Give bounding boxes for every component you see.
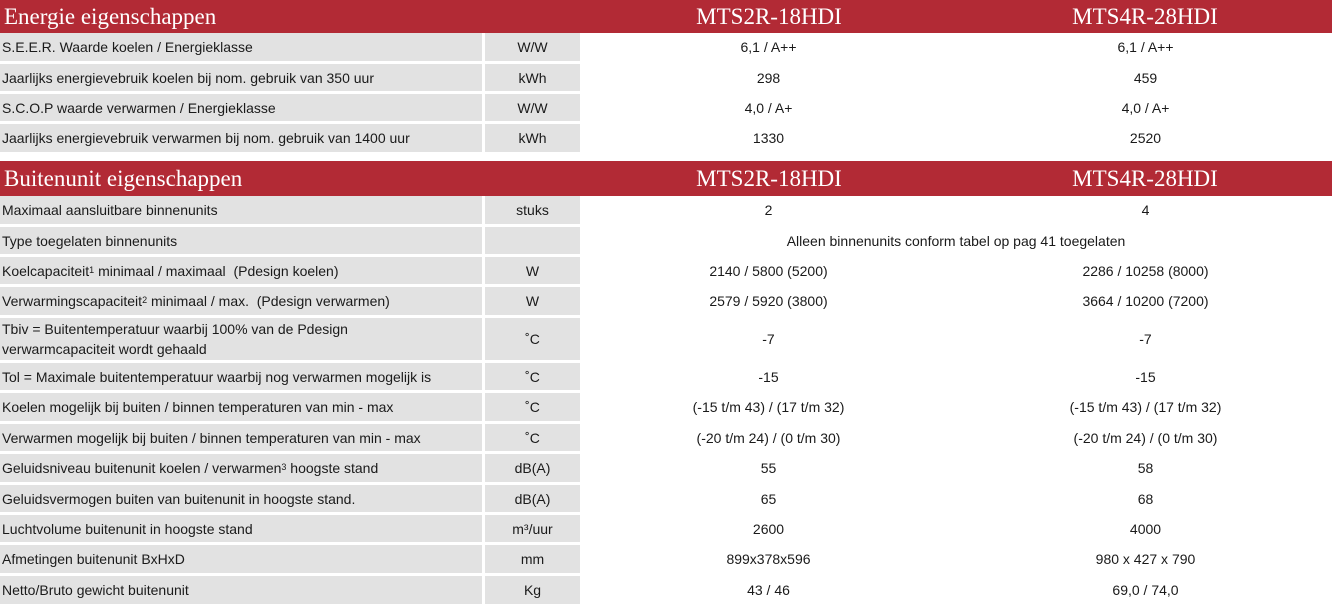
row-label: Geluidsvermogen buiten van buitenunit in hoogste stand. — [0, 485, 482, 512]
row-value-model1: 55 — [580, 454, 957, 482]
row-unit: W — [485, 287, 580, 315]
row-value-model2: 4,0 / A+ — [959, 94, 1332, 121]
row-value-model2: 4000 — [959, 515, 1332, 542]
label-text: Verwarmingscapaciteit — [2, 293, 143, 309]
buiten-model2: MTS4R-28HDI — [1072, 165, 1218, 191]
row-value-model1: 65 — [580, 485, 957, 512]
table-row — [0, 424, 1332, 454]
table-row — [0, 196, 1332, 227]
row-unit — [485, 227, 580, 254]
row-label: Jaarlijks energievebruik verwarmen bij nom. gebruik van 1400 uur — [0, 124, 482, 152]
table-row — [0, 318, 1332, 363]
row-value-model1: 2140 / 5800 (5200) — [580, 257, 957, 284]
table-row — [0, 454, 1332, 485]
row-unit: kWh — [485, 124, 580, 152]
row-value-model1: 4,0 / A+ — [580, 94, 957, 121]
label-text: Geluidsniveau buitenunit koelen / verwarmen — [2, 460, 282, 476]
row-value-model2: 3664 / 10200 (7200) — [959, 287, 1332, 315]
row-unit: Kg — [485, 576, 580, 604]
table-row — [0, 33, 1332, 64]
row-label: Type toegelaten binnenunits — [0, 227, 482, 254]
buiten-title: Buitenunit eigenschappen — [4, 165, 243, 191]
row-unit: ˚C — [485, 363, 580, 390]
row-unit: dB(A) — [485, 485, 580, 512]
row-unit: ˚C — [485, 318, 580, 360]
row-label: Koelcapaciteit $^1$ minimaal / maximaal (Pdesign koelen) — [0, 257, 482, 284]
row-unit: stuks — [485, 196, 580, 224]
row-unit: ˚C — [485, 424, 580, 451]
row-value-model2: 4 — [959, 196, 1332, 224]
row-value-model2: 2286 / 10258 (8000) — [959, 257, 1332, 284]
table-row — [0, 257, 1332, 287]
table-row — [0, 545, 1332, 576]
row-value-model1: 2600 — [580, 515, 957, 542]
row-value-span: Alleen binnenunits conform tabel op pag 41 toegelaten — [580, 227, 1332, 254]
table-row — [0, 227, 1332, 257]
row-value-model2: 6,1 / A++ — [959, 33, 1332, 61]
row-label: Tol = Maximale buitentemperatuur waarbij nog verwarmen mogelijk is — [0, 363, 482, 390]
energie-title: Energie eigenschappen — [4, 3, 217, 29]
table-row — [0, 287, 1332, 318]
energie-header — [0, 0, 1332, 33]
row-value-model2: -15 — [959, 363, 1332, 390]
row-label: S.E.E.R. Waarde koelen / Energieklasse — [0, 33, 482, 61]
label-text-rest: hoogste stand — [286, 460, 379, 476]
row-unit: m³/uur — [485, 515, 580, 542]
row-label: Luchtvolume buitenunit in hoogste stand — [0, 515, 482, 542]
row-value-model1: 2579 / 5920 (3800) — [580, 287, 957, 315]
buiten-model1: MTS2R-18HDI — [696, 165, 842, 191]
table-row — [0, 124, 1332, 155]
row-value-model1: 6,1 / A++ — [580, 33, 957, 61]
row-value-model2: 68 — [959, 485, 1332, 512]
row-value-model2: 58 — [959, 454, 1332, 482]
row-unit: ˚C — [485, 393, 580, 421]
row-unit: mm — [485, 545, 580, 573]
table-row — [0, 515, 1332, 545]
table-row — [0, 393, 1332, 424]
row-label: Geluidsniveau buitenunit koelen / verwarmen $^3$ hoogste stand — [0, 454, 482, 482]
row-unit: kWh — [485, 64, 580, 91]
label-text: Koelcapaciteit — [2, 262, 90, 279]
row-label: Verwarmingscapaciteit $^2$ minimaal / max. (Pdesign verwarmen) — [0, 287, 482, 315]
row-label: Netto/Bruto gewicht buitenunit — [0, 576, 482, 604]
row-label: S.C.O.P waarde verwarmen / Energieklasse — [0, 94, 482, 121]
row-label: Tbiv = Buitentemperatuur waarbij 100% van de Pdesign verwarmcapaciteit wordt gehaald — [0, 318, 482, 360]
label-text-rest: minimaal / maximaal (Pdesign koelen) — [94, 262, 339, 279]
row-value-model1: -15 — [580, 363, 957, 390]
row-value-model2: 69,0 / 74,0 — [959, 576, 1332, 604]
row-label: Verwarmen mogelijk bij buiten / binnen temperaturen van min - max — [0, 424, 482, 451]
row-value-model2: 980 x 427 x 790 — [959, 545, 1332, 573]
row-value-model2: 459 — [959, 64, 1332, 91]
table-row — [0, 485, 1332, 515]
label-text-rest: minimaal / max. (Pdesign verwarmen) — [147, 293, 390, 309]
buiten-header — [0, 161, 1332, 196]
row-unit: W/W — [485, 33, 580, 61]
table-row — [0, 576, 1332, 607]
row-label: Afmetingen buitenunit BxHxD — [0, 545, 482, 573]
row-value-model1: 1330 — [580, 124, 957, 152]
row-value-model1: 899x378x596 — [580, 545, 957, 573]
row-value-model2: (-20 t/m 24) / (0 t/m 30) — [959, 424, 1332, 451]
row-label: Maximaal aansluitbare binnenunits — [0, 196, 482, 224]
row-label: Koelen mogelijk bij buiten / binnen temperaturen van min - max — [0, 393, 482, 421]
row-value-model2: 2520 — [959, 124, 1332, 152]
row-value-model2: (-15 t/m 43) / (17 t/m 32) — [959, 393, 1332, 421]
row-value-model2: -7 — [959, 318, 1332, 360]
table-row — [0, 64, 1332, 94]
energie-model1: MTS2R-18HDI — [696, 3, 842, 29]
row-value-model1: 43 / 46 — [580, 576, 957, 604]
row-value-model1: 298 — [580, 64, 957, 91]
row-unit: W/W — [485, 94, 580, 121]
row-unit: dB(A) — [485, 454, 580, 482]
row-label: Jaarlijks energievebruik koelen bij nom. gebruik van 350 uur — [0, 64, 482, 91]
row-value-model1: (-20 t/m 24) / (0 t/m 30) — [580, 424, 957, 451]
row-unit: W — [485, 257, 580, 284]
energie-model2: MTS4R-28HDI — [1072, 3, 1218, 29]
table-row — [0, 94, 1332, 124]
row-value-model1: 2 — [580, 196, 957, 224]
row-value-model1: (-15 t/m 43) / (17 t/m 32) — [580, 393, 957, 421]
row-value-model1: -7 — [580, 318, 957, 360]
table-row — [0, 363, 1332, 393]
